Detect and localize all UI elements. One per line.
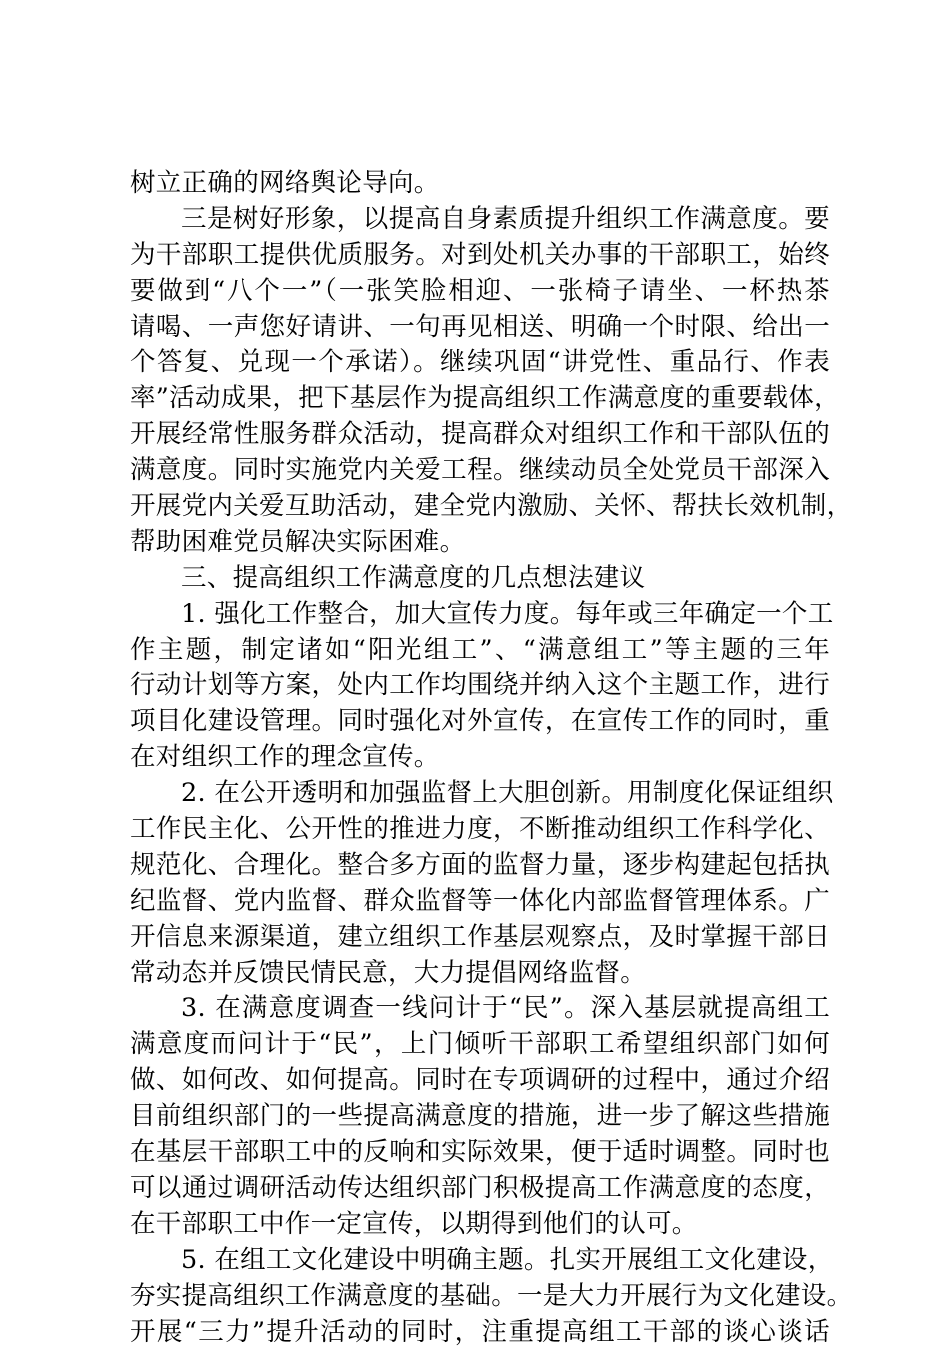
text-line: 率”活动成果，把下基层作为提高组织工作满意度的重要载体， xyxy=(130,381,830,417)
text-line: 三是树好形象，以提高自身素质提升组织工作满意度。要 xyxy=(130,202,830,238)
text-line: 开信息来源渠道，建立组织工作基层观察点，及时掌握干部日 xyxy=(130,920,830,956)
text-line: 三、提高组织工作满意度的几点想法建议 xyxy=(130,561,830,597)
text-line: 项目化建设管理。同时强化对外宣传，在宣传工作的同时，重 xyxy=(130,704,830,740)
text-line: 3. 在满意度调查一线问计于“民”。深入基层就提高组工 xyxy=(130,991,830,1027)
text-line: 作主题，制定诸如“阳光组工”、“满意组工”等主题的三年 xyxy=(130,633,830,669)
text-line: 纪监督、党内监督、群众监督等一体化内部监督管理体系。广 xyxy=(130,884,830,920)
text-line: 可以通过调研活动传达组织部门积极提高工作满意度的态度， xyxy=(130,1171,830,1207)
text-line: 树立正确的网络舆论导向。 xyxy=(130,166,830,202)
text-line: 满意度而问计于“民”，上门倾听干部职工希望组织部门如何 xyxy=(130,1027,830,1063)
text-line: 目前组织部门的一些提高满意度的措施，进一步了解这些措施 xyxy=(130,1099,830,1135)
text-line: 在对组织工作的理念宣传。 xyxy=(130,740,830,776)
text-line: 行动计划等方案，处内工作均围绕并纳入这个主题工作，进行 xyxy=(130,668,830,704)
text-line: 5. 在组工文化建设中明确主题。扎实开展组工文化建设， xyxy=(130,1243,830,1279)
text-line: 请喝、一声您好请讲、一句再见相送、明确一个时限、给出一 xyxy=(130,310,830,346)
text-line: 规范化、合理化。整合多方面的监督力量，逐步构建起包括执 xyxy=(130,848,830,884)
text-line: 为干部职工提供优质服务。对到处机关办事的干部职工，始终 xyxy=(130,238,830,274)
text-line: 做、如何改、如何提高。同时在专项调研的过程中，通过介绍 xyxy=(130,1063,830,1099)
text-line: 在干部职工中作一定宣传，以期得到他们的认可。 xyxy=(130,1207,830,1243)
text-line: 个答复、兑现一个承诺）。继续巩固“讲党性、重品行、作表 xyxy=(130,345,830,381)
text-line: 满意度。同时实施党内关爱工程。继续动员全处党员干部深入 xyxy=(130,453,830,489)
text-line: 夯实提高组织工作满意度的基础。一是大力开展行为文化建设。 xyxy=(130,1279,830,1315)
text-line: 帮助困难党员解决实际困难。 xyxy=(130,525,830,561)
text-line: 在基层干部职工中的反响和实际效果，便于适时调整。同时也 xyxy=(130,1135,830,1171)
text-line: 要做到“八个一”（一张笑脸相迎、一张椅子请坐、一杯热茶 xyxy=(130,274,830,310)
text-line: 工作民主化、公开性的推进力度，不断推动组织工作科学化、 xyxy=(130,812,830,848)
text-line: 开展“三力”提升活动的同时，注重提高组工干部的谈心谈话 xyxy=(130,1315,830,1350)
text-line: 开展经常性服务群众活动，提高群众对组织工作和干部队伍的 xyxy=(130,417,830,453)
text-line: 常动态并反馈民情民意，大力提倡网络监督。 xyxy=(130,956,830,992)
text-line: 开展党内关爱互助活动，建全党内激励、关怀、帮扶长效机制， xyxy=(130,489,830,525)
text-line: 1. 强化工作整合，加大宣传力度。每年或三年确定一个工 xyxy=(130,597,830,633)
text-line: 2. 在公开透明和加强监督上大胆创新。用制度化保证组织 xyxy=(130,776,830,812)
document-page xyxy=(130,166,830,1350)
